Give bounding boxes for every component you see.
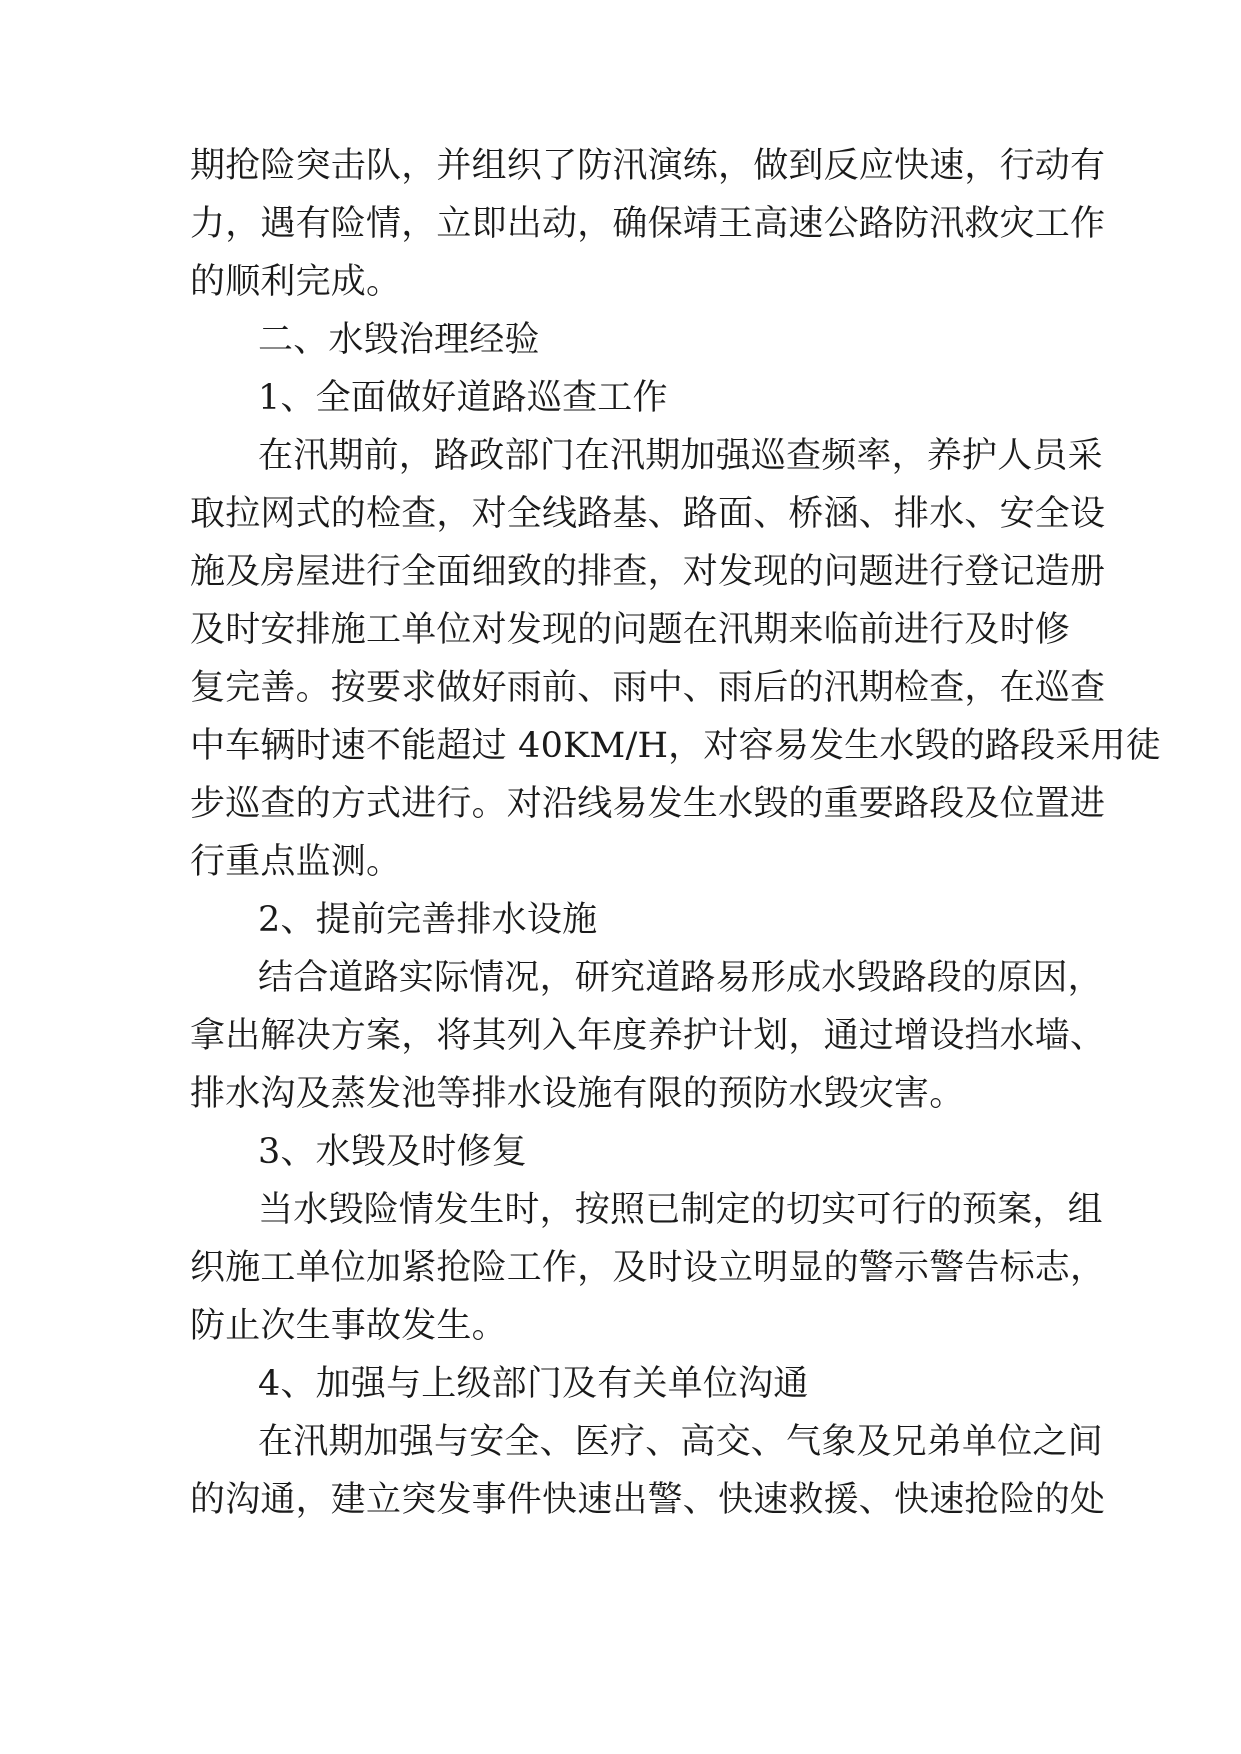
section-heading-2: 二、水毁治理经验 [258,320,540,360]
subheading-3: 3、水毁及时修复 [258,1132,527,1172]
text-line-15: 结合道路实际情况，研究道路易形成水毁路段的原因， [258,958,1103,998]
text-line-17: 排水沟及蒸发池等排水设施有限的预防水毁灾害。 [190,1074,965,1114]
text-line-23: 在汛期加强与安全、医疗、高交、气象及兄弟单位之间 [258,1422,1103,1462]
text-line-20: 织施工单位加紧抢险工作，及时设立明显的警示警告标志， [190,1248,1106,1288]
subheading-4: 4、加强与上级部门及有关单位沟通 [258,1364,809,1404]
text-line-13: 行重点监测。 [190,842,402,882]
subheading-2: 2、提前完善排水设施 [258,900,598,940]
text-line-2: 力，遇有险情，立即出动，确保靖王高速公路防汛救灾工作 [190,204,1106,244]
text-line-7: 取拉网式的检查，对全线路基、路面、桥涵、排水、安全设 [190,494,1106,534]
text-line-1: 期抢险突击队，并组织了防汛演练，做到反应快速，行动有 [190,146,1106,186]
text-line-9: 及时安排施工单位对发现的问题在汛期来临前进行及时修 [190,610,1071,650]
text-line-21: 防止次生事故发生。 [190,1306,507,1346]
text-line-8: 施及房屋进行全面细致的排查，对发现的问题进行登记造册 [190,552,1106,592]
subheading-1: 1、全面做好道路巡查工作 [258,378,668,418]
text-line-10: 复完善。按要求做好雨前、雨中、雨后的汛期检查，在巡查 [190,668,1106,708]
text-line-11: 中车辆时速不能超过 40KM/H，对容易发生水毁的路段采用徒 [190,726,1161,766]
text-line-6: 在汛期前，路政部门在汛期加强巡查频率，养护人员采 [258,436,1103,476]
text-line-19: 当水毁险情发生时，按照已制定的切实可行的预案，组 [258,1190,1103,1230]
text-line-24: 的沟通，建立突发事件快速出警、快速救援、快速抢险的处 [190,1480,1106,1520]
text-line-3: 的顺利完成。 [190,262,402,302]
text-line-12: 步巡查的方式进行。对沿线易发生水毁的重要路段及位置进 [190,784,1106,824]
text-line-16: 拿出解决方案，将其列入年度养护计划，通过增设挡水墙、 [190,1016,1106,1056]
